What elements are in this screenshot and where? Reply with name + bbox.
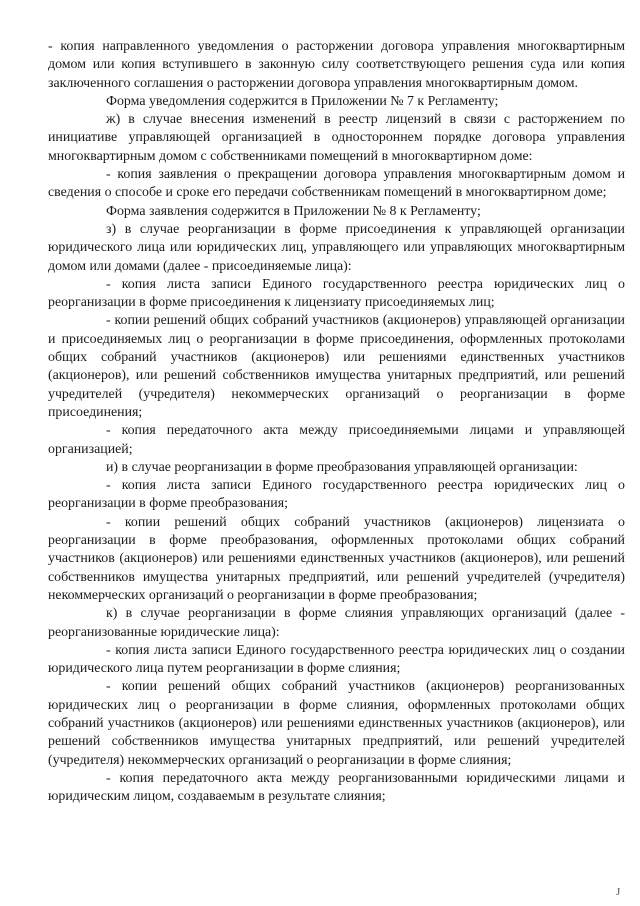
paragraph: к) в случае реорганизации в форме слияния управляющих организаций (далее - реорганизованные юридические лица):: [48, 606, 625, 640]
paragraph: - копия передаточного акта между присоединяемыми лицами и управляющей организацией;: [48, 423, 625, 457]
paragraph: - копия листа записи Единого государственного реестра юридических лиц о создании юридического лица путем реорганизации в форме слияния;: [48, 642, 625, 677]
paragraph: ж) в случае внесения изменений в реестр лицензий в связи с расторжением по инициативе управляющей организацией в одностороннем порядке договора управления многоквартирным домом с собственниками помещений в многоквартирном доме:: [48, 112, 625, 164]
paragraph: - копия листа записи Единого государственного реестра юридических лиц о реорганизации в форме присоединения к лицензиату присоединяемых лиц;: [48, 276, 625, 311]
paragraph: и) в случае реорганизации в форме преобразования управляющей организации:: [106, 459, 578, 475]
paragraph: - копии решений общих собраний участников (акционеров) реорганизованных юридических лиц о реорганизации в форме слияния, оформленных протоколами общих собраний участников (акционеров) или решениями единственных участников (акционеров), или решений собственников имущества унитарных предприятий, или решений учредителей (учредителя) некоммерческих организаций о реорганизации в форме слияния;: [48, 679, 625, 768]
document-body: [48, 38, 625, 806]
paragraph: - копия заявления о прекращении договора управления многоквартирным домом и сведения о способе и сроке его передачи собственникам помещений в многоквартирном доме;: [48, 167, 625, 201]
page-mark: J: [616, 886, 621, 898]
paragraph: з) в случае реорганизации в форме присоединения к управляющей организации юридического лица или юридических лиц, управляющего или управляющих многоквартирным домом или домами (далее - присоединяемые лица):: [48, 221, 625, 274]
paragraph: - копия направленного уведомления о расторжении договора управления многоквартирным домом или копия вступившего в законную силу соответствующего решения суда или копия заключенного соглашения о расторжении договора управления многоквартирным домом.: [48, 39, 625, 91]
paragraph: Форма уведомления содержится в Приложении № 7 к Регламенту;: [106, 93, 499, 109]
paragraph: - копии решений общих собраний участников (акционеров) управляющей организации и присоединяемых лиц о реорганизации в форме присоединения, оформленных протоколами общих собраний участников (акционеров) или решениями единственных участников (акционеров), или решений собственников имущества унитарных предприятий, или решений учредителей (учредителя) некоммерческих организаций о реорганизации в форме присоединения;: [48, 313, 625, 420]
paragraph: - копии решений общих собраний участников (акционеров) лицензиата о реорганизации в форме преобразования, оформленных протоколами общих собраний участников (акционеров) или решениями единственных участников (акционеров), или решений собственников имущества унитарных предприятий, или решений учредителей (учредителя) некоммерческих организаций о реорганизации в форме преобразования;: [48, 514, 625, 603]
paragraph: - копия передаточного акта между реорганизованными юридическими лицами и юридическим лицом, создаваемым в результате слияния;: [48, 770, 625, 805]
paragraph: - копия листа записи Единого государственного реестра юридических лиц о реорганизации в форме преобразования;: [48, 478, 625, 512]
paragraph: Форма заявления содержится в Приложении № 8 к Регламенту;: [106, 203, 481, 219]
